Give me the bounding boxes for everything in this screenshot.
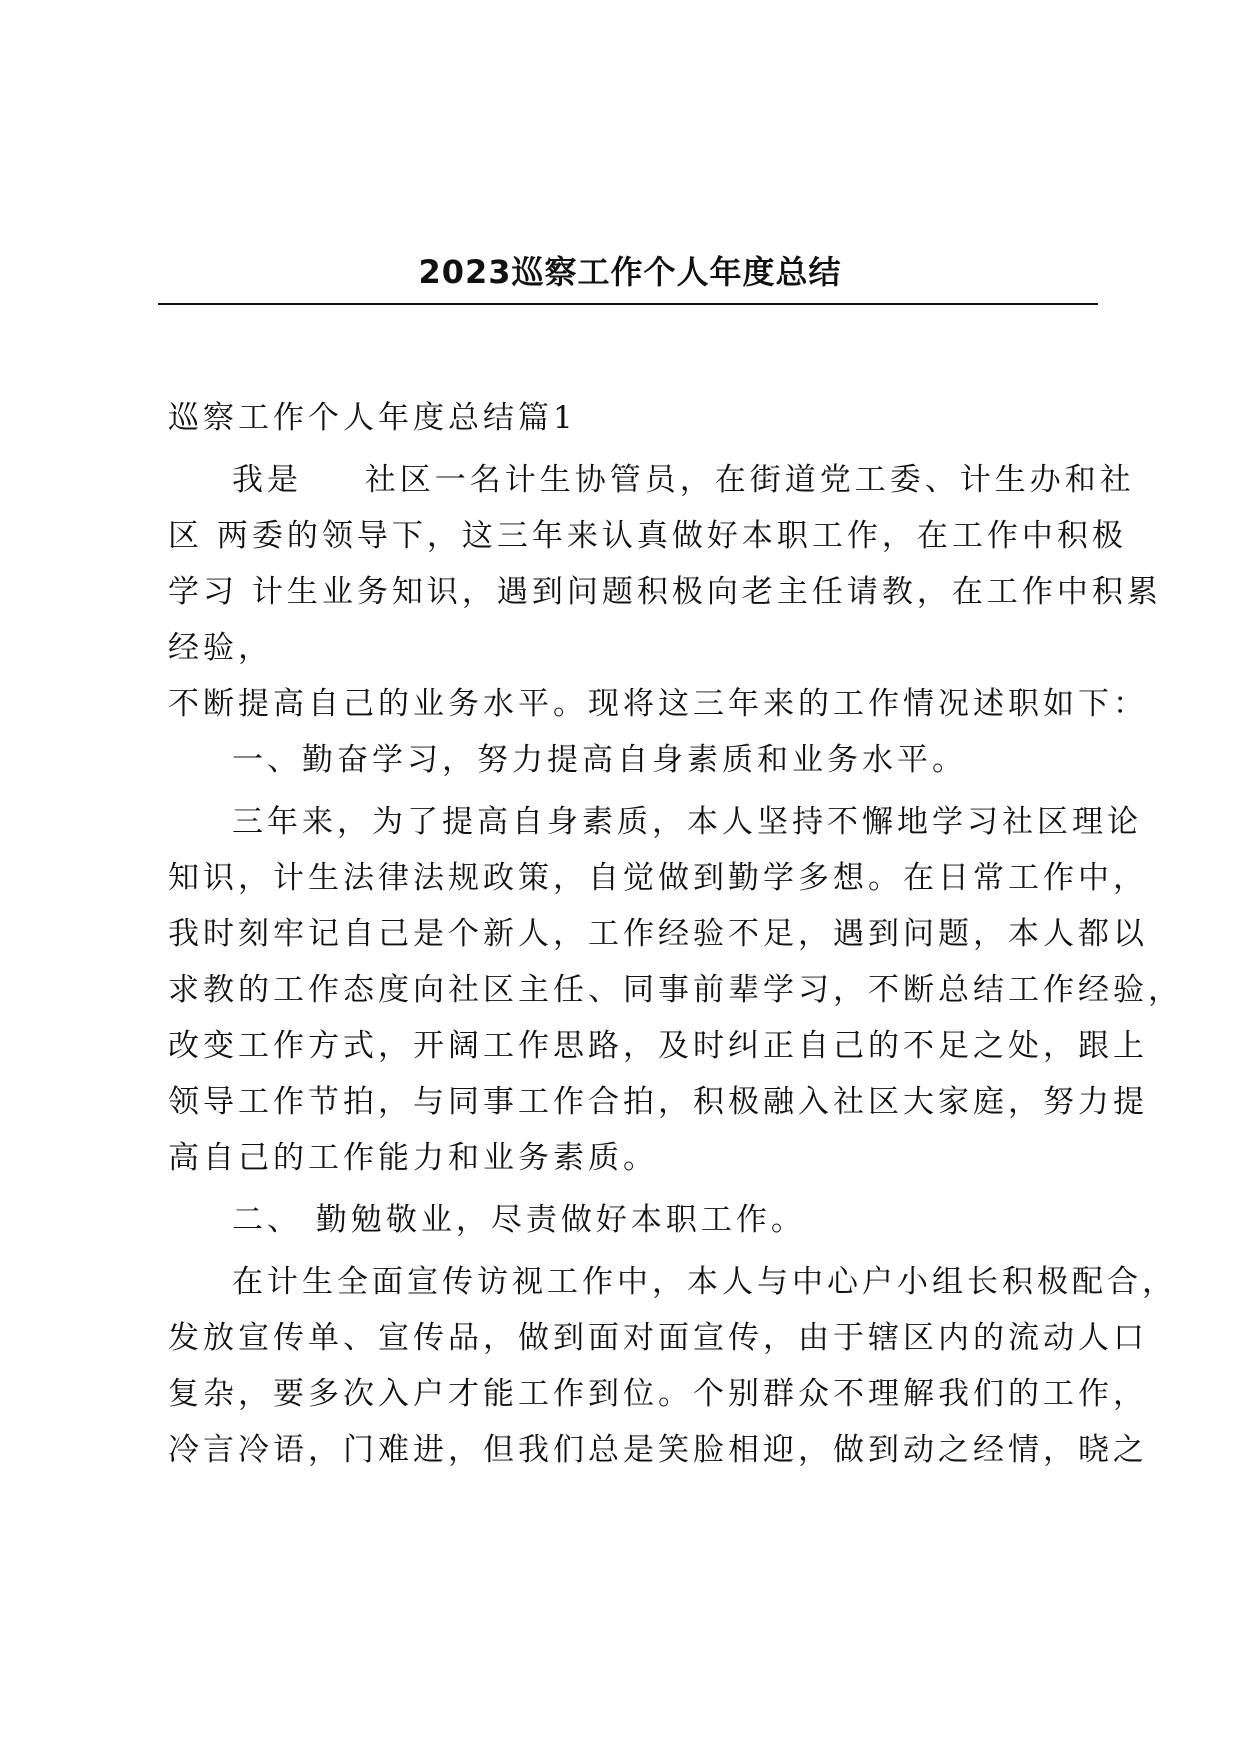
section-heading: 巡察工作个人年度总结篇1 [168,400,577,436]
paragraph-line: 不断提高自己的业务水平。现将这三年来的工作情况述职如下： [168,686,1148,722]
paragraph-line: 领导工作节拍，与同事工作合拍，积极融入社区大家庭，努力提 [168,1084,1148,1120]
paragraph-line: 高自己的工作能力和业务素质。 [168,1140,658,1176]
paragraph-line: 经验， [168,630,273,666]
paragraph-line: 我是 社区一名计生协管员，在街道党工委、计生办和社 [232,462,1135,498]
paragraph-line: 冷言冷语，门难进，但我们总是笑脸相迎，做到动之经情，晓之 [168,1432,1148,1468]
title-underline [158,303,1098,305]
paragraph-line: 求教的工作态度向社区主任、同事前辈学习，不断总结工作经验， [168,972,1183,1008]
paragraph-line: 学习 计生业务知识，遇到问题积极向老主任请教，在工作中积累 [168,574,1162,610]
paragraph-line: 区 两委的领导下，这三年来认真做好本职工作，在工作中积极 [168,518,1127,554]
paragraph-line: 知识，计生法律法规政策，自觉做到勤学多想。在日常工作中， [168,860,1148,896]
paragraph-line: 在计生全面宣传访视工作中，本人与中心户小组长积极配合， [232,1264,1177,1300]
paragraph-line: 三年来，为了提高自身素质，本人坚持不懈地学习社区理论 [232,804,1142,840]
subheading-1: 一、勤奋学习，努力提高自身素质和业务水平。 [232,742,967,778]
paragraph-line: 我时刻牢记自己是个新人，工作经验不足，遇到问题，本人都以 [168,916,1148,952]
document-title: 2023巡察工作个人年度总结 [418,253,842,291]
paragraph-line: 复杂，要多次入户才能工作到位。个别群众不理解我们的工作， [168,1376,1148,1412]
paragraph-line: 发放宣传单、宣传品，做到面对面宣传，由于辖区内的流动人口 [168,1320,1148,1356]
paragraph-line: 改变工作方式，开阔工作思路，及时纠正自己的不足之处，跟上 [168,1028,1148,1064]
subheading-2: 二、 勤勉敬业，尽责做好本职工作。 [232,1202,806,1238]
document-body [168,390,1183,1478]
